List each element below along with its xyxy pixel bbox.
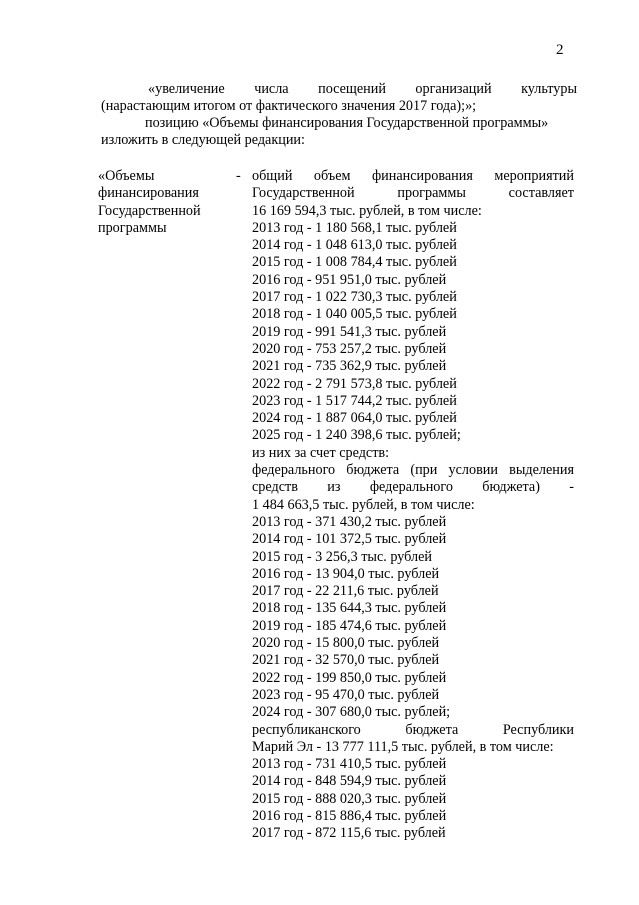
content-line: 2017 год - 872 115,6 тыс. рублей: [252, 825, 446, 842]
separator-dash: -: [236, 168, 241, 184]
content-line: 2015 год - 1 008 784,4 тыс. рублей: [252, 254, 457, 271]
content-line: 2021 год - 32 570,0 тыс. рублей: [252, 652, 440, 669]
content-line: средств из федерального бюджета) -: [252, 479, 574, 496]
content-line: 2018 год - 1 040 005,5 тыс. рублей: [252, 306, 457, 323]
content-line: федерального бюджета (при условии выделения: [252, 462, 574, 479]
content-line: 16 169 594,3 тыс. рублей, в том числе:: [252, 202, 482, 219]
content-line: общий объем финансирования мероприятий: [252, 168, 574, 184]
intro-line-2: (нарастающим итогом от фактического значения 2017 года);»;: [101, 98, 477, 114]
left-label-line: «Объемы: [98, 168, 155, 184]
right-content: [252, 168, 574, 843]
content-line: 1 484 663,5 тыс. рублей, в том числе:: [252, 496, 475, 513]
content-line: 2017 год - 1 022 730,3 тыс. рублей: [252, 289, 457, 306]
content-line: 2013 год - 1 180 568,1 тыс. рублей: [252, 219, 457, 236]
left-label-line: финансирования: [98, 185, 199, 202]
content-line: 2024 год - 307 680,0 тыс. рублей;: [252, 704, 451, 721]
content-line: 2018 год - 135 644,3 тыс. рублей: [252, 600, 447, 617]
content-line: республиканского бюджета Республики: [252, 721, 574, 738]
content-line: 2020 год - 15 800,0 тыс. рублей: [252, 635, 440, 652]
page-number: 2: [556, 42, 564, 58]
content-line: 2020 год - 753 257,2 тыс. рублей: [252, 340, 447, 357]
left-label: [98, 168, 248, 237]
intro-line-3: позицию «Объемы финансирования Государственной программы»: [145, 115, 549, 131]
content-line: 2019 год - 185 474,6 тыс. рублей: [252, 617, 447, 634]
content-line: 2015 год - 3 256,3 тыс. рублей: [252, 548, 432, 565]
content-line: 2023 год - 95 470,0 тыс. рублей: [252, 686, 440, 703]
content-line: Марий Эл - 13 777 111,5 тыс. рублей, в том числе:: [252, 738, 554, 755]
content-line: Государственной программы составляет: [252, 185, 574, 202]
content-line: 2021 год - 735 362,9 тыс. рублей: [252, 358, 447, 375]
intro-line-1: «увеличение числа посещений организаций культуры: [148, 81, 577, 97]
content-line: 2023 год - 1 517 744,2 тыс. рублей: [252, 392, 457, 409]
content-line: 2022 год - 2 791 573,8 тыс. рублей: [252, 375, 457, 392]
content-line: 2013 год - 371 430,2 тыс. рублей: [252, 513, 447, 530]
intro-line-4: изложить в следующей редакции:: [101, 132, 305, 148]
content-line: 2015 год - 888 020,3 тыс. рублей: [252, 790, 447, 807]
content-line: из них за счет средств:: [252, 444, 390, 461]
content-line: 2014 год - 101 372,5 тыс. рублей: [252, 531, 447, 548]
content-line: 2014 год - 1 048 613,0 тыс. рублей: [252, 237, 457, 254]
content-line: 2019 год - 991 541,3 тыс. рублей: [252, 323, 447, 340]
content-line: 2016 год - 13 904,0 тыс. рублей: [252, 565, 440, 582]
content-line: 2022 год - 199 850,0 тыс. рублей: [252, 669, 447, 686]
content-line: 2013 год - 731 410,5 тыс. рублей: [252, 756, 447, 773]
content-line: 2016 год - 951 951,0 тыс. рублей: [252, 271, 447, 288]
left-label-line: программы: [98, 219, 167, 236]
content-line: 2025 год - 1 240 398,6 тыс. рублей;: [252, 427, 461, 444]
content-line: 2017 год - 22 211,6 тыс. рублей: [252, 583, 439, 600]
content-line: 2014 год - 848 594,9 тыс. рублей: [252, 773, 447, 790]
content-line: 2016 год - 815 886,4 тыс. рублей: [252, 807, 447, 824]
content-line: 2024 год - 1 887 064,0 тыс. рублей: [252, 410, 457, 427]
left-label-line: Государственной: [98, 202, 201, 219]
